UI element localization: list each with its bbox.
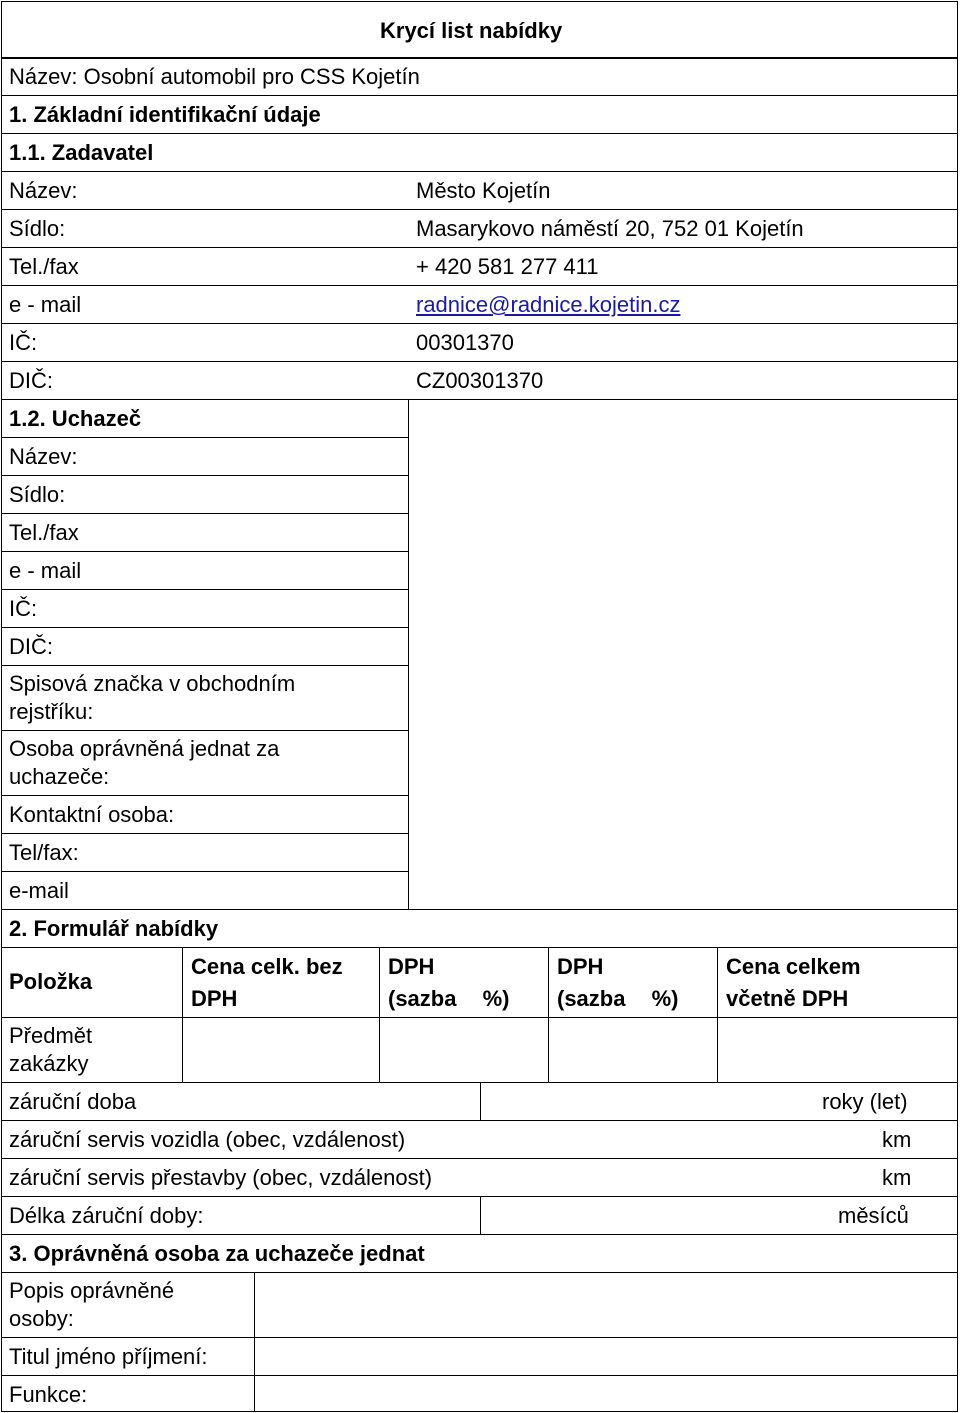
- col-header-dph2-2: (sazba %): [557, 986, 679, 1011]
- popis-label-1: Popis oprávněné: [9, 1278, 175, 1303]
- col-line: [548, 947, 549, 1082]
- row-line: [1, 730, 409, 731]
- predmet-label-1: Předmět: [9, 1023, 93, 1048]
- uchazec-label-tel: Tel./fax: [9, 520, 79, 545]
- uchazec-label-kontakt: Kontaktní osoba:: [9, 802, 175, 827]
- funkce-label: Funkce:: [9, 1382, 88, 1407]
- row-line: [1, 323, 958, 324]
- col-line: [379, 947, 380, 1082]
- row-line: [1, 551, 409, 552]
- page-title: Krycí list nabídky: [380, 18, 563, 43]
- row-line: [1, 1272, 958, 1273]
- zadavatel-label-ic: IČ:: [9, 330, 38, 355]
- row-line: [1, 1017, 958, 1018]
- titul-label: Titul jméno příjmení:: [9, 1344, 208, 1369]
- row-line: [1, 627, 409, 628]
- uchazec-label-telfax: Tel/fax:: [9, 840, 79, 865]
- row-line: [1, 513, 409, 514]
- zadavatel-value-dic: CZ00301370: [416, 368, 544, 393]
- col-line: [254, 1272, 255, 1412]
- col-line: [480, 1082, 481, 1120]
- row-line: [1, 947, 958, 948]
- col-header-cena-2: DPH: [191, 986, 238, 1011]
- row-line: [1, 1234, 958, 1235]
- zadavatel-label-tel: Tel./fax: [9, 254, 79, 279]
- row-line: [1, 909, 958, 910]
- uchazec-label-dic: DIČ:: [9, 634, 53, 659]
- uchazec-label-email2: e-mail: [9, 878, 69, 903]
- row-line: [1, 247, 958, 248]
- row-line: [1, 437, 409, 438]
- zarucni-doba-unit: roky (let): [822, 1089, 908, 1114]
- delka-unit: měsíců: [838, 1203, 909, 1228]
- row-line: [1, 795, 409, 796]
- uchazec-label-spisova-2: rejstříku:: [9, 699, 94, 724]
- row-line: [1, 171, 958, 172]
- row-line: [1, 95, 958, 96]
- uchazec-label-spisova-1: Spisová značka v obchodním: [9, 671, 296, 696]
- row-line: [1, 209, 958, 210]
- uchazec-label-nazev: Název:: [9, 444, 78, 469]
- col-header-dph-1: DPH: [388, 954, 435, 979]
- row-line: [1, 833, 409, 834]
- col-line: [408, 399, 409, 909]
- section-2-heading: 2. Formulář nabídky: [9, 916, 219, 941]
- popis-label-2: osoby:: [9, 1306, 74, 1331]
- zadavatel-value-ic: 00301370: [416, 330, 514, 355]
- zarucni-doba-label: záruční doba: [9, 1089, 137, 1114]
- row-line: [1, 133, 958, 134]
- servis-vozidla-label: záruční servis vozidla (obec, vzdálenost): [9, 1127, 406, 1152]
- row-line: [1, 1120, 958, 1121]
- row-line: [1, 1158, 958, 1159]
- row-line: [1, 475, 409, 476]
- zadavatel-value-sidlo: Masarykovo náměstí 20, 752 01 Kojetín: [416, 216, 804, 241]
- servis-prestavby-label: záruční servis přestavby (obec, vzdálenost): [9, 1165, 433, 1190]
- row-line: [1, 1337, 958, 1338]
- servis-vozidla-unit: km: [882, 1127, 912, 1152]
- uchazec-label-osoba-1: Osoba oprávněná jednat za: [9, 736, 280, 761]
- row-line: [1, 285, 958, 286]
- zadavatel-label-sidlo: Sídlo:: [9, 216, 66, 241]
- col-header-cena-1: Cena celk. bez: [191, 954, 343, 979]
- row-line: [1, 399, 958, 400]
- row-line: [1, 361, 958, 362]
- uchazec-label-email: e - mail: [9, 558, 82, 583]
- predmet-label-2: zakázky: [9, 1051, 89, 1076]
- col-header-dph-2: (sazba %): [388, 986, 510, 1011]
- col-header-celkem-1: Cena celkem: [726, 954, 861, 979]
- zadavatel-label-email: e - mail: [9, 292, 82, 317]
- zadavatel-email-link[interactable]: radnice@radnice.kojetin.cz: [416, 292, 681, 317]
- section-1-heading: 1. Základní identifikační údaje: [9, 102, 321, 127]
- col-header-polozka: Položka: [9, 969, 93, 994]
- col-header-dph2-1: DPH: [557, 954, 604, 979]
- delka-label: Délka záruční doby:: [9, 1203, 204, 1228]
- zadavatel-heading: 1.1. Zadavatel: [9, 140, 154, 165]
- col-header-celkem-2: včetně DPH: [726, 986, 849, 1011]
- tender-name: Název: Osobní automobil pro CSS Kojetín: [9, 64, 420, 89]
- uchazec-heading: 1.2. Uchazeč: [9, 406, 142, 431]
- section-3-heading: 3. Oprávněná osoba za uchazeče jednat: [9, 1241, 425, 1266]
- row-line: [1, 1375, 958, 1376]
- col-line: [480, 1196, 481, 1234]
- zadavatel-label-nazev: Název:: [9, 178, 78, 203]
- row-line: [1, 665, 409, 666]
- zadavatel-value-tel: + 420 581 277 411: [416, 254, 599, 279]
- row-line: [1, 589, 409, 590]
- servis-prestavby-unit: km: [882, 1165, 912, 1190]
- row-line: [1, 871, 409, 872]
- zadavatel-label-dic: DIČ:: [9, 368, 53, 393]
- col-line: [717, 947, 718, 1082]
- col-line: [182, 947, 183, 1082]
- zadavatel-value-nazev: Město Kojetín: [416, 178, 551, 203]
- uchazec-label-sidlo: Sídlo:: [9, 482, 66, 507]
- uchazec-label-ic: IČ:: [9, 596, 38, 621]
- uchazec-label-osoba-2: uchazeče:: [9, 764, 110, 789]
